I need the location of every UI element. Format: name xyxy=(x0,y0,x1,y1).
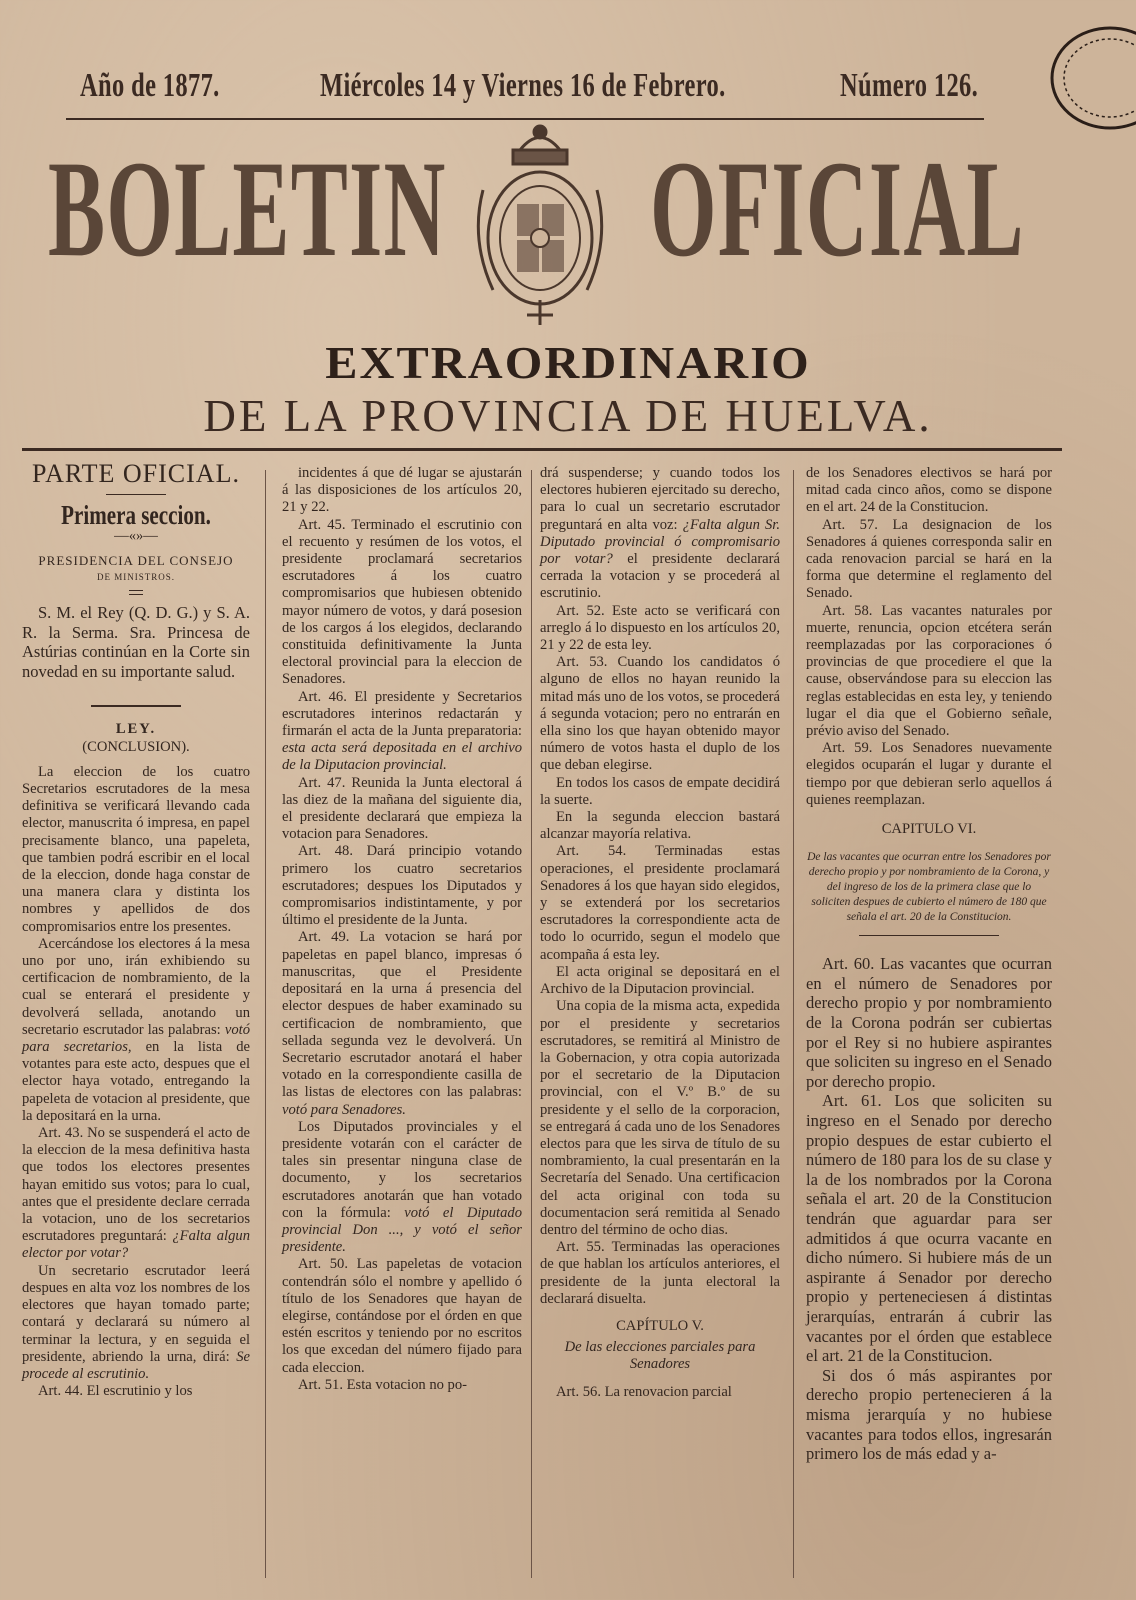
column-rule xyxy=(531,470,532,1578)
article xyxy=(282,929,522,1118)
text-run: Art. 43. No se suspenderá el acto de la eleccion de la mesa definitiva hasta que todos los electores presentes hayan emitido sus votos; para lo cual, antes que el presidente declare cerrada la votacion, uno de los secretarios escrutadores preguntará: xyxy=(22,1125,250,1245)
article: Art. 50. Las papeletas de votacion contendrán sólo el nombre y apellido ó título de los Senadores que hayan de elegirse, contándose por el órden en que estén escritos y teniendo por no escritos los que excedan del número fijado para cada eleccion. xyxy=(282,1256,522,1376)
article: Art. 58. Las vacantes naturales por muerte, renuncia, opcion etcétera serán reemplazadas por las corporaciones ó provincias de que procediere el que la cause, observándose para su eleccion las reglas establecidas en esta ley, y teniendo lugar el dia que el Gobierno señale, prévio aviso del Senado. xyxy=(806,602,1052,740)
article: Art. 45. Terminado el escrutinio con el recuento y resúmen de los votos, el presidente proclamará secretarios escrutadores á los cuatro compromisarios que hubiesen obtenido mayor número de votos, y dará posesion de los cargos á los elegidos, declarando constituida definitivamente la Junta electoral provincial para la eleccion de Senadores. xyxy=(282,516,522,688)
text-run: votó para secretarios, xyxy=(22,1021,250,1056)
text-run: drá suspenderse; y cuando todos los electores hubieren ejercitado su derecho, para lo cual un secretario escrutador preguntará en alta voz: xyxy=(540,465,780,533)
paragraph: Una copia de la misma acta, expedida por el presidente y secretarios escrutadores, se remitirá al Ministro de la Gobernacion, y otra copia autorizada por el secretario de la Diputacion provincial, con el V.º B.º de su presidente y el sello de la corporacion, se entregará á cada uno de los Senadores electos para que les sirva de título de su nombramiento, la cual presentarán en la Secretaría del Senado. Una certificacion del acta original con toda su documentacion será remitida al Senado dentro del término de ocho dias. xyxy=(540,998,780,1238)
chapter-title: De las elecciones parciales para Senadores xyxy=(564,1339,756,1373)
article: Art. 52. Este acto se verificará con arreglo á lo dispuesto en los artículos 20, 21 y 22 de esta ley. xyxy=(540,602,780,654)
article: Art. 59. Los Senadores nuevamente elegidos ocuparán el lugar y durante el tiempo por que debieran serlo aquellos á quienes reemplazan. xyxy=(806,740,1052,808)
text-run: ¿Falta algun Sr. Diputado provincial ó compromisario por votar? xyxy=(540,516,780,568)
section-title: PARTE OFICIAL. xyxy=(32,459,240,488)
article xyxy=(22,1125,250,1263)
title-oficial: OFICIAL xyxy=(650,132,1025,285)
text-run: Los Diputados provinciales y el presidente votarán con el carácter de tales sin presentar ninguna clase de documento, y los secretarios escrutadores anotarán que han votado con la fórmula: xyxy=(282,1118,522,1221)
paragraph: En todos los casos de empate decidirá la suerte. xyxy=(540,774,780,808)
article: Art. 51. Esta votacion no po- xyxy=(298,1376,468,1393)
royal-crest-icon xyxy=(465,120,615,330)
paragraph xyxy=(282,1119,522,1257)
paragraph: Si dos ó más aspirantes por derecho propio pertenecieren á la misma jerarquía y no hubiese vacantes para todos ellos, ingresarán primero los de más edad y a- xyxy=(806,1365,1052,1464)
article: Art. 60. Las vacantes que ocurran en el número de Senadores por derecho propio y por nombramiento de la Corona podrán ser cubiertas por el Rey si no hubiere aspirantes que soliciten su ingreso en el Senado por derecho propio. xyxy=(806,954,1052,1091)
chapter-heading: CAPÍTULO V. xyxy=(616,1317,704,1334)
column-rule xyxy=(265,470,266,1578)
ministry-heading: PRESIDENCIA DEL CONSEJO xyxy=(38,552,234,568)
paragraph: La eleccion de los cuatro Secretarios escrutadores de la mesa definitiva se verificará llevando cada elector, manuscrita ó impresa, en papel precisamente blanco, una papeleta, que tambien podrá escribir en el local de la eleccion, donde haga constar de una manera clara y distinta los nombres y apellidos de dos compromisarios entre los presentes. xyxy=(22,763,250,935)
subsection-title: Primera seccion. xyxy=(61,500,211,531)
column-3 xyxy=(540,465,780,1401)
chapter-title: De las vacantes que ocurran entre los Senadores por derecho propio y por nombramiento de la Corona, y del ingreso de los de la primera clase que lo soliciten despues de cubierto el número de 180 que señala el art. 20 de la Constitucion. xyxy=(807,851,1051,924)
text-run: ¿Falta algun elector por votar? xyxy=(22,1228,250,1262)
divider xyxy=(91,705,181,707)
paragraph: El acta original se depositará en el Archivo de la Diputacion provincial. xyxy=(540,963,780,998)
article: Art. 54. Terminadas estas operaciones, el presidente proclamará Senadores á los que hayan sido elegidos, y se extenderá por los secretarios escrutadores la correspondiente acta de todo lo ocurrido, segun el modelo que acompaña á esta ley. xyxy=(540,843,780,963)
paragraph: incidentes á que dé lugar se ajustarán á las disposiciones de los artículos 20, 21 y 22. xyxy=(282,465,522,516)
article: Art. 53. Cuando los candidatos ó alguno de ellos no hayan reunido la mitad más uno de los votos, se procederá á segunda votacion; pero no entrarán en ella sino los que hayan obtenido mayor número de votos hasta el duplo de los que deban elegirse. xyxy=(540,654,780,774)
text-run: Art. 49. La votacion se hará por papeletas en papel blanco, impresas ó manuscritas, que el Presidente depositará en la urna á presencia del elector despues de haber examinado su certificacion de nombramiento, que sellada segunda vez le devolverá. Un Secretario escrutador anotará el haber votado en la correspondiente casilla de las listas de electores con las palabras: xyxy=(282,929,522,1101)
paragraph xyxy=(22,1263,250,1383)
province-title: DE LA PROVINCIA DE HUELVA. xyxy=(203,391,933,441)
paragraph: En la segunda eleccion bastará alcanzar mayoría relativa. xyxy=(540,809,780,843)
issue-number: Número 126. xyxy=(840,67,979,104)
article: Art. 55. Terminadas las operaciones de que hablan los artículos anteriores, el presidente de la junta electoral la declarará disuelta. xyxy=(540,1239,780,1307)
chapter-heading: CAPITULO VI. xyxy=(881,821,977,838)
article xyxy=(282,689,522,775)
article: Art. 47. Reunida la Junta electoral á las diez de la mañana del siguiente dia, el presidente declarará que empieza la votacion para Senadores. xyxy=(282,774,522,843)
column-2 xyxy=(282,465,522,1394)
divider xyxy=(106,494,166,495)
ornament: —«»— xyxy=(114,528,158,545)
text-run: votó para Senadores. xyxy=(282,1101,406,1118)
article: Art. 56. La renovacion parcial xyxy=(556,1383,732,1400)
column-4 xyxy=(806,465,1052,1464)
divider xyxy=(859,935,999,936)
conclusion-label: (CONCLUSION). xyxy=(82,738,190,755)
text-run: votó el Diputado provincial Don ..., y votó el señor presidente. xyxy=(282,1204,522,1256)
text-run: en la lista de votantes para este acto, despues que el elector haya votado, entregando la papeleta de votacion al presidente, que la depositará en la urna. xyxy=(22,1039,250,1124)
column-1 xyxy=(22,459,251,1400)
article: Art. 57. La designacion de los Senadores á quienes corresponda salir en cada renovacion parcial se hará en la forma que determine el reglamento del Senado. xyxy=(806,516,1052,602)
paragraph: S. M. el Rey (Q. D. G.) y S. A. R. la Serma. Sra. Princesa de Astúrias continúan en la Corte sin novedad en su importante salud. xyxy=(22,603,250,681)
library-stamp xyxy=(1040,18,1136,138)
text-run: Art. 46. El presidente y Secretarios escrutadores interinos redactarán y firmarán el acta de la Junta preparatoria: xyxy=(282,688,522,740)
text-run: el presidente declarará cerrada la votacion y se procederá al escrutinio. xyxy=(540,551,781,602)
subtitle-extraordinario: EXTRAORDINARIO xyxy=(325,337,811,388)
text-run: Acercándose los electores á la mesa uno por uno, irán exhibiendo su certificacion de nombramiento, de la cual se enterará el presidente y devolverá sellada, anotando un secretario escrutador las palabras: xyxy=(22,935,250,1038)
text-run: esta acta será depositada en el archivo de la Diputacion provincial. xyxy=(282,740,522,774)
divider xyxy=(129,590,143,595)
issue-date: Miércoles 14 y Viernes 16 de Febrero. xyxy=(320,67,726,104)
paragraph xyxy=(22,936,250,1125)
ministry-subheading: DE MINISTROS. xyxy=(96,571,175,582)
column-rule xyxy=(793,470,794,1578)
header-rule xyxy=(22,448,1062,451)
title-boletin: BOLETIN xyxy=(48,132,447,285)
paragraph: de los Senadores electivos se hará por mitad cada cinco años, como se dispone en el art. 24 de la Constitucion. xyxy=(806,465,1052,516)
article: Art. 61. Los que soliciten su ingreso en el Senado por derecho propio despues de estar cubierto el número de 180 para los de su clase y la de los nombrados por la Corona señala el art. 20 de la Constitucion tendrán que aguardar para ser admitidos á que ocurra vacante en dicho número. Si hubiere más de un aspirante á Senador por derecho propio y perteneciesen á distintas jerarquías, entrarán á cubrir las vacantes por el órden que establece el art. 21 de la Constitucion. xyxy=(806,1091,1052,1366)
text-run: Se procede al escrutinio. xyxy=(22,1348,251,1382)
ley-heading: LEY. xyxy=(115,721,157,738)
issue-year: Año de 1877. xyxy=(80,67,220,104)
masthead xyxy=(70,5,1070,105)
article: Art. 48. Dará principio votando primero los cuatro secretarios escrutadores; despues los Diputados y compromisarios indistintamente, y por último el presidente de la Junta. xyxy=(282,843,522,929)
paragraph xyxy=(540,465,780,603)
text-run: Un secretario escrutador leerá despues en alta voz los nombres de los electores que hayan tomado parte; contará y declarará su número al terminar la lectura, y en seguida el presidente, abriendo la urna, dirá: xyxy=(22,1262,250,1365)
article: Art. 44. El escrutinio y los xyxy=(38,1383,193,1400)
